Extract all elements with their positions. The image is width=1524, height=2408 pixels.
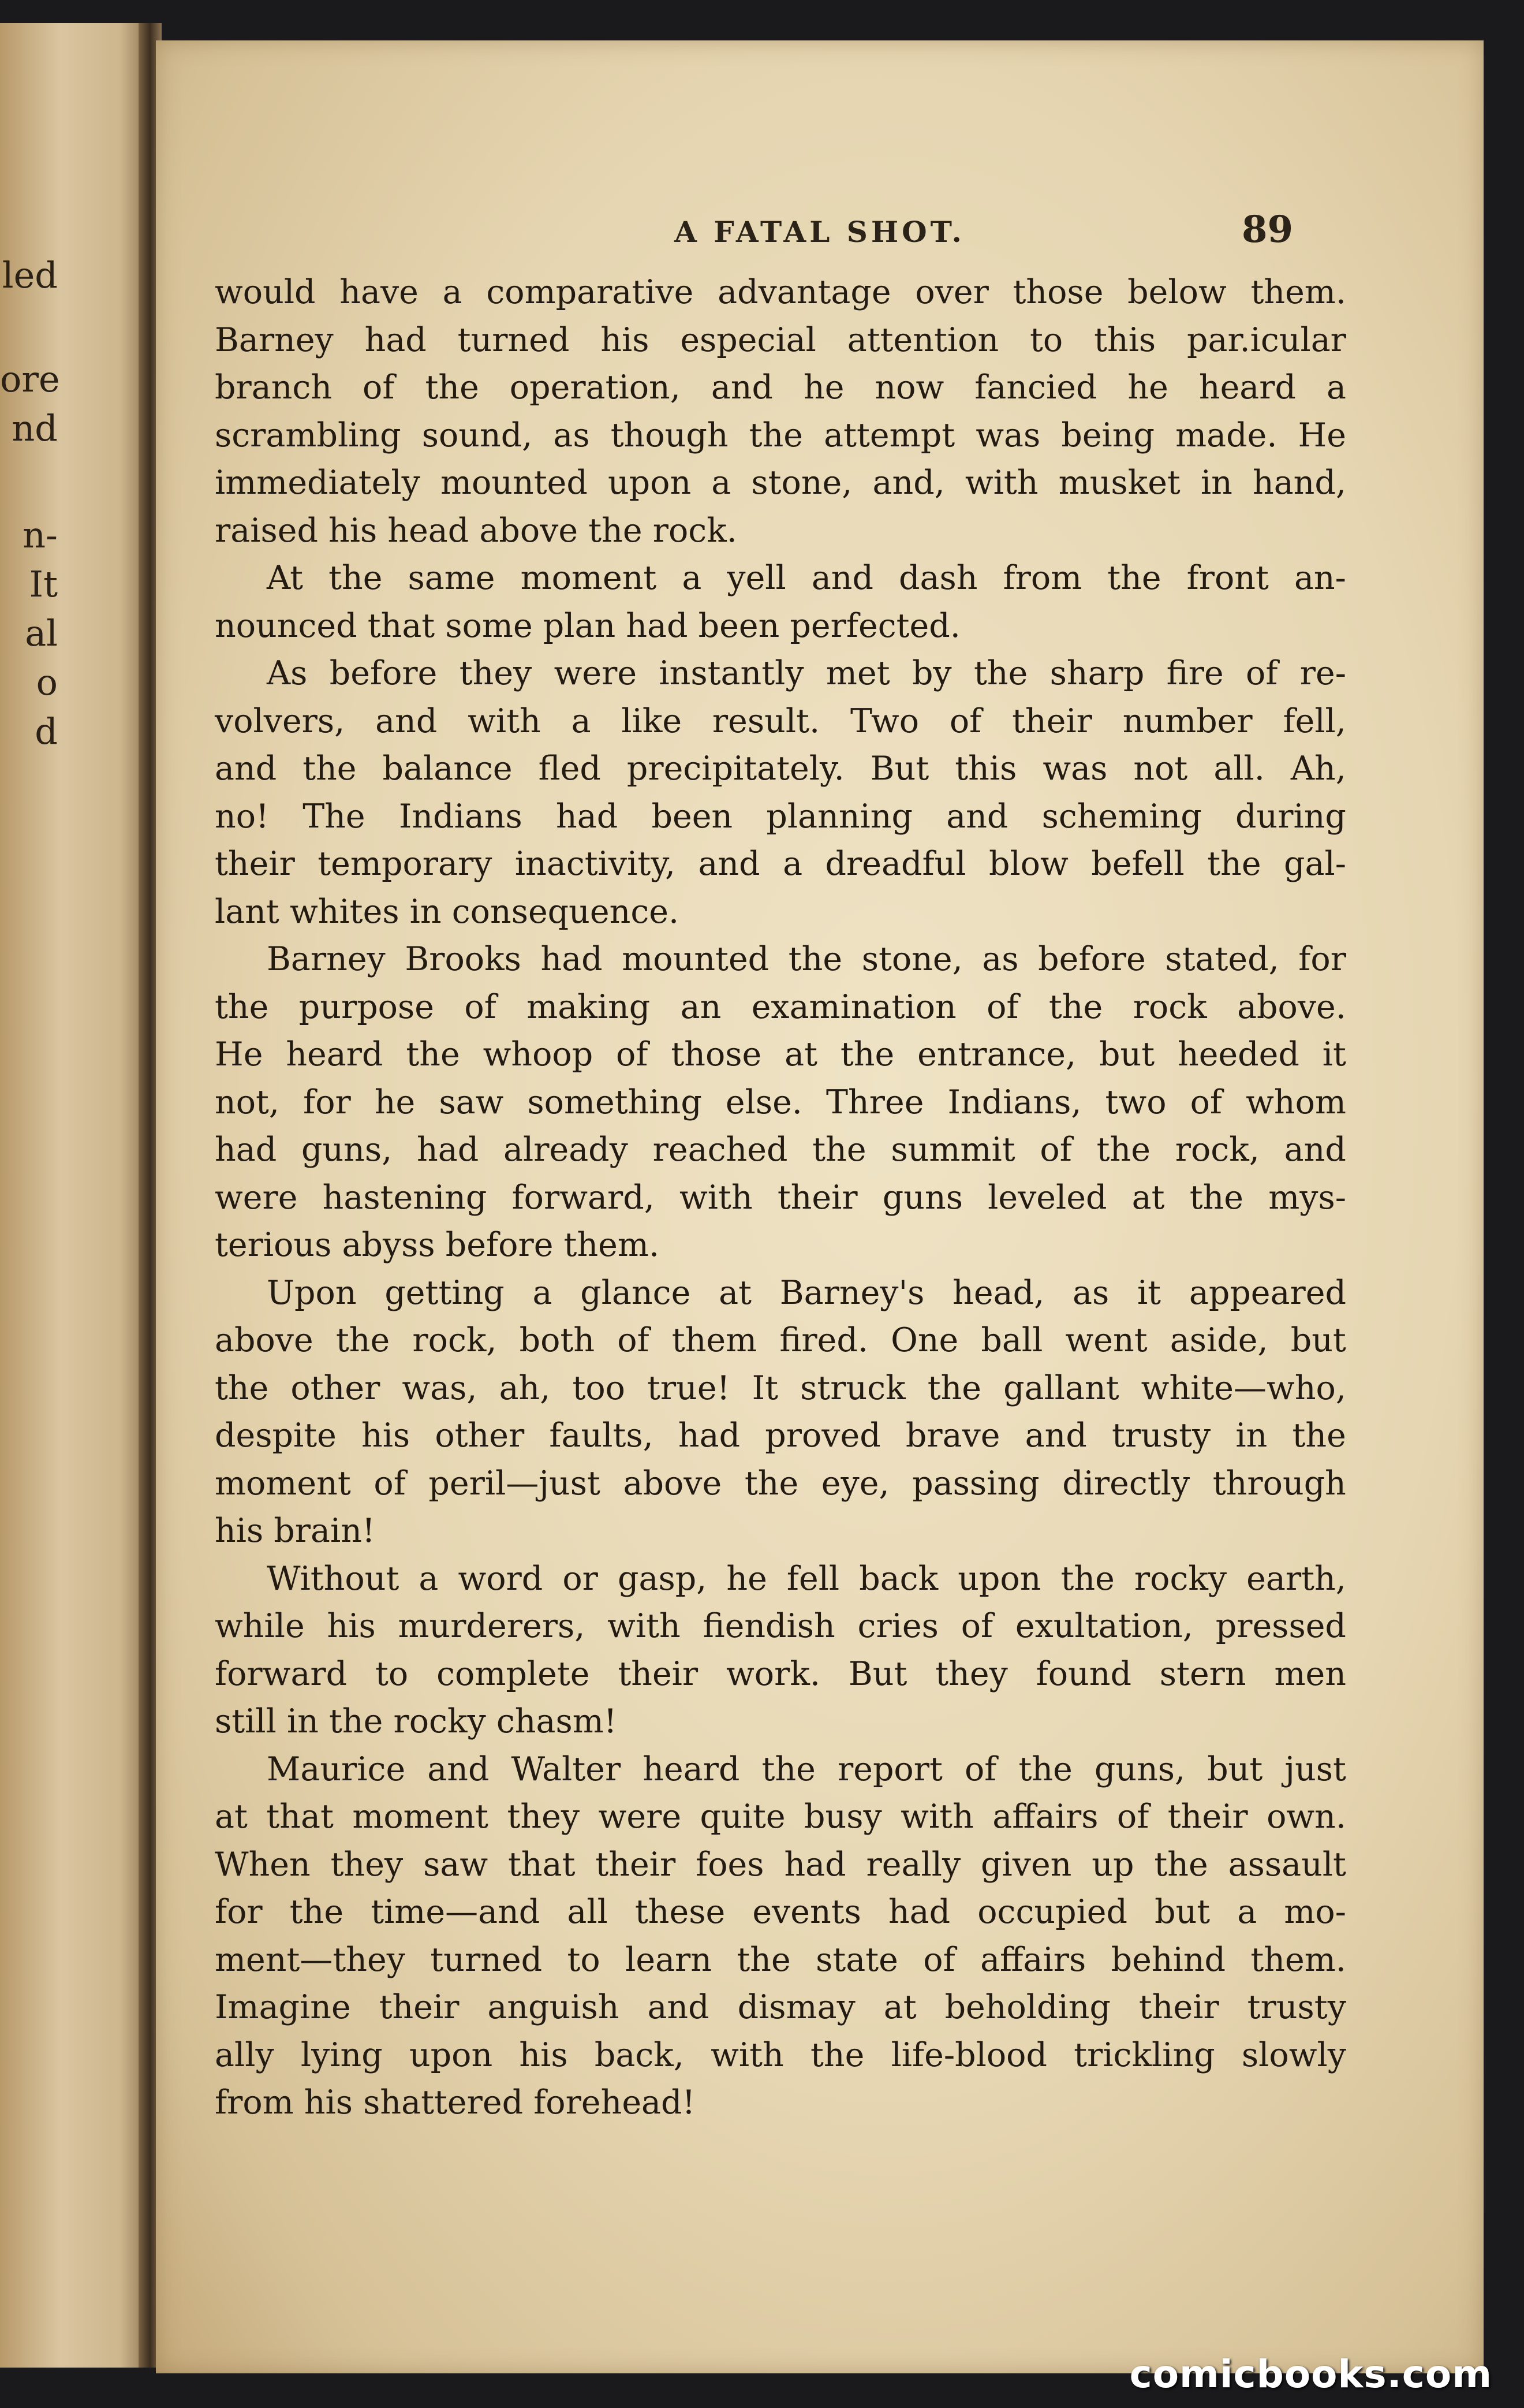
- text-line: Maurice and Walter heard the report of the guns, but just: [267, 1750, 1346, 1788]
- text-line: ment—they turned to learn the state of affairs behind them.: [215, 1940, 1346, 1979]
- text-line: no! The Indians had been planning and scheming during: [215, 797, 1346, 836]
- text-line: ally lying upon his back, with the life-blood trickling slowly: [215, 2036, 1346, 2074]
- text-line: not, for he saw something else. Three Indians, two of whom: [215, 1083, 1346, 1121]
- text-line: at that moment they were quite busy with affairs of their own.: [215, 1798, 1346, 1836]
- paragraph: [215, 269, 1346, 554]
- left-page-fragment: led: [2, 254, 58, 296]
- text-line: immediately mounted upon a stone, and, with musket in hand,: [215, 464, 1346, 502]
- text-line: and the balance fled precipitately. But this was not all. Ah,: [215, 750, 1346, 788]
- paragraph: [215, 650, 1346, 935]
- text-line: their temporary inactivity, and a dreadful blow befell the gal-: [215, 845, 1346, 883]
- text-line: above the rock, both of them fired. One ball went aside, but: [215, 1321, 1346, 1359]
- text-line: his brain!: [215, 1512, 375, 1550]
- text-line: moment of peril—just above the eye, passing directly through: [215, 1464, 1346, 1503]
- page-header: [156, 208, 1484, 260]
- left-page-edge: [0, 23, 150, 2368]
- text-line: volvers, and with a like result. Two of their number fell,: [215, 702, 1346, 740]
- text-line: He heard the whoop of those at the entrance, but heeded it: [215, 1035, 1346, 1073]
- text-line: When they saw that their foes had really given up the assault: [215, 1845, 1346, 1884]
- text-line: had guns, had already reached the summit of the rock, and: [215, 1131, 1346, 1169]
- paragraph: [215, 1269, 1346, 1555]
- text-line: the other was, ah, too true! It struck the gallant white—who,: [215, 1369, 1346, 1407]
- text-line: Barney had turned his especial attention to this par.icular: [215, 320, 1346, 359]
- left-page-fragment: ore: [0, 358, 60, 400]
- text-line: branch of the operation, and he now fancied he heard a: [215, 368, 1346, 407]
- text-line: As before they were instantly met by the sharp fire of re-: [267, 654, 1346, 692]
- text-line: were hastening forward, with their guns leveled at the mys-: [215, 1178, 1346, 1217]
- text-line: from his shattered forehead!: [215, 2083, 696, 2122]
- text-line: lant whites in consequence.: [215, 892, 679, 931]
- text-line: raised his head above the rock.: [215, 511, 737, 550]
- text-line: scrambling sound, as though the attempt was being made. He: [215, 416, 1346, 454]
- text-line: forward to complete their work. But they found stern men: [215, 1654, 1346, 1693]
- text-line: still in the rocky chasm!: [215, 1702, 617, 1740]
- text-line: Upon getting a glance at Barney's head, as it appeared: [267, 1273, 1346, 1312]
- paragraph: [215, 1746, 1346, 2127]
- text-line: the purpose of making an examination of the rock above.: [215, 987, 1346, 1026]
- left-page-fragment: o: [36, 661, 58, 703]
- text-line: Without a word or gasp, he fell back upon the rocky earth,: [267, 1559, 1346, 1598]
- text-line: while his murderers, with fiendish cries of exultation, pressed: [215, 1607, 1346, 1645]
- left-page-fragment: It: [29, 563, 58, 605]
- site-watermark: comicbooks.com: [1129, 2352, 1492, 2396]
- text-line: Barney Brooks had mounted the stone, as before stated, for: [267, 940, 1346, 978]
- text-line: for the time—and all these events had occupied but a mo-: [215, 1893, 1346, 1931]
- paragraph: [215, 935, 1346, 1269]
- text-line: would have a comparative advantage over those below them.: [215, 273, 1346, 311]
- left-page-fragment: n-: [23, 514, 58, 556]
- left-page-fragment: nd: [12, 407, 58, 449]
- paragraph: [215, 554, 1346, 650]
- page-number: 89: [1241, 208, 1293, 251]
- running-title: A FATAL SHOT.: [674, 215, 965, 249]
- paragraph: [215, 1555, 1346, 1746]
- left-page-fragment: d: [35, 710, 58, 752]
- text-line: nounced that some plan had been perfected.: [215, 606, 961, 645]
- text-line: At the same moment a yell and dash from the front an-: [267, 559, 1346, 597]
- left-page-fragment: al: [25, 612, 58, 654]
- text-line: Imagine their anguish and dismay at beholding their trusty: [215, 1988, 1346, 2026]
- text-line: terious abyss before them.: [215, 1226, 660, 1264]
- page-body-text: [215, 269, 1346, 2127]
- text-line: despite his other faults, had proved brave and trusty in the: [215, 1417, 1346, 1455]
